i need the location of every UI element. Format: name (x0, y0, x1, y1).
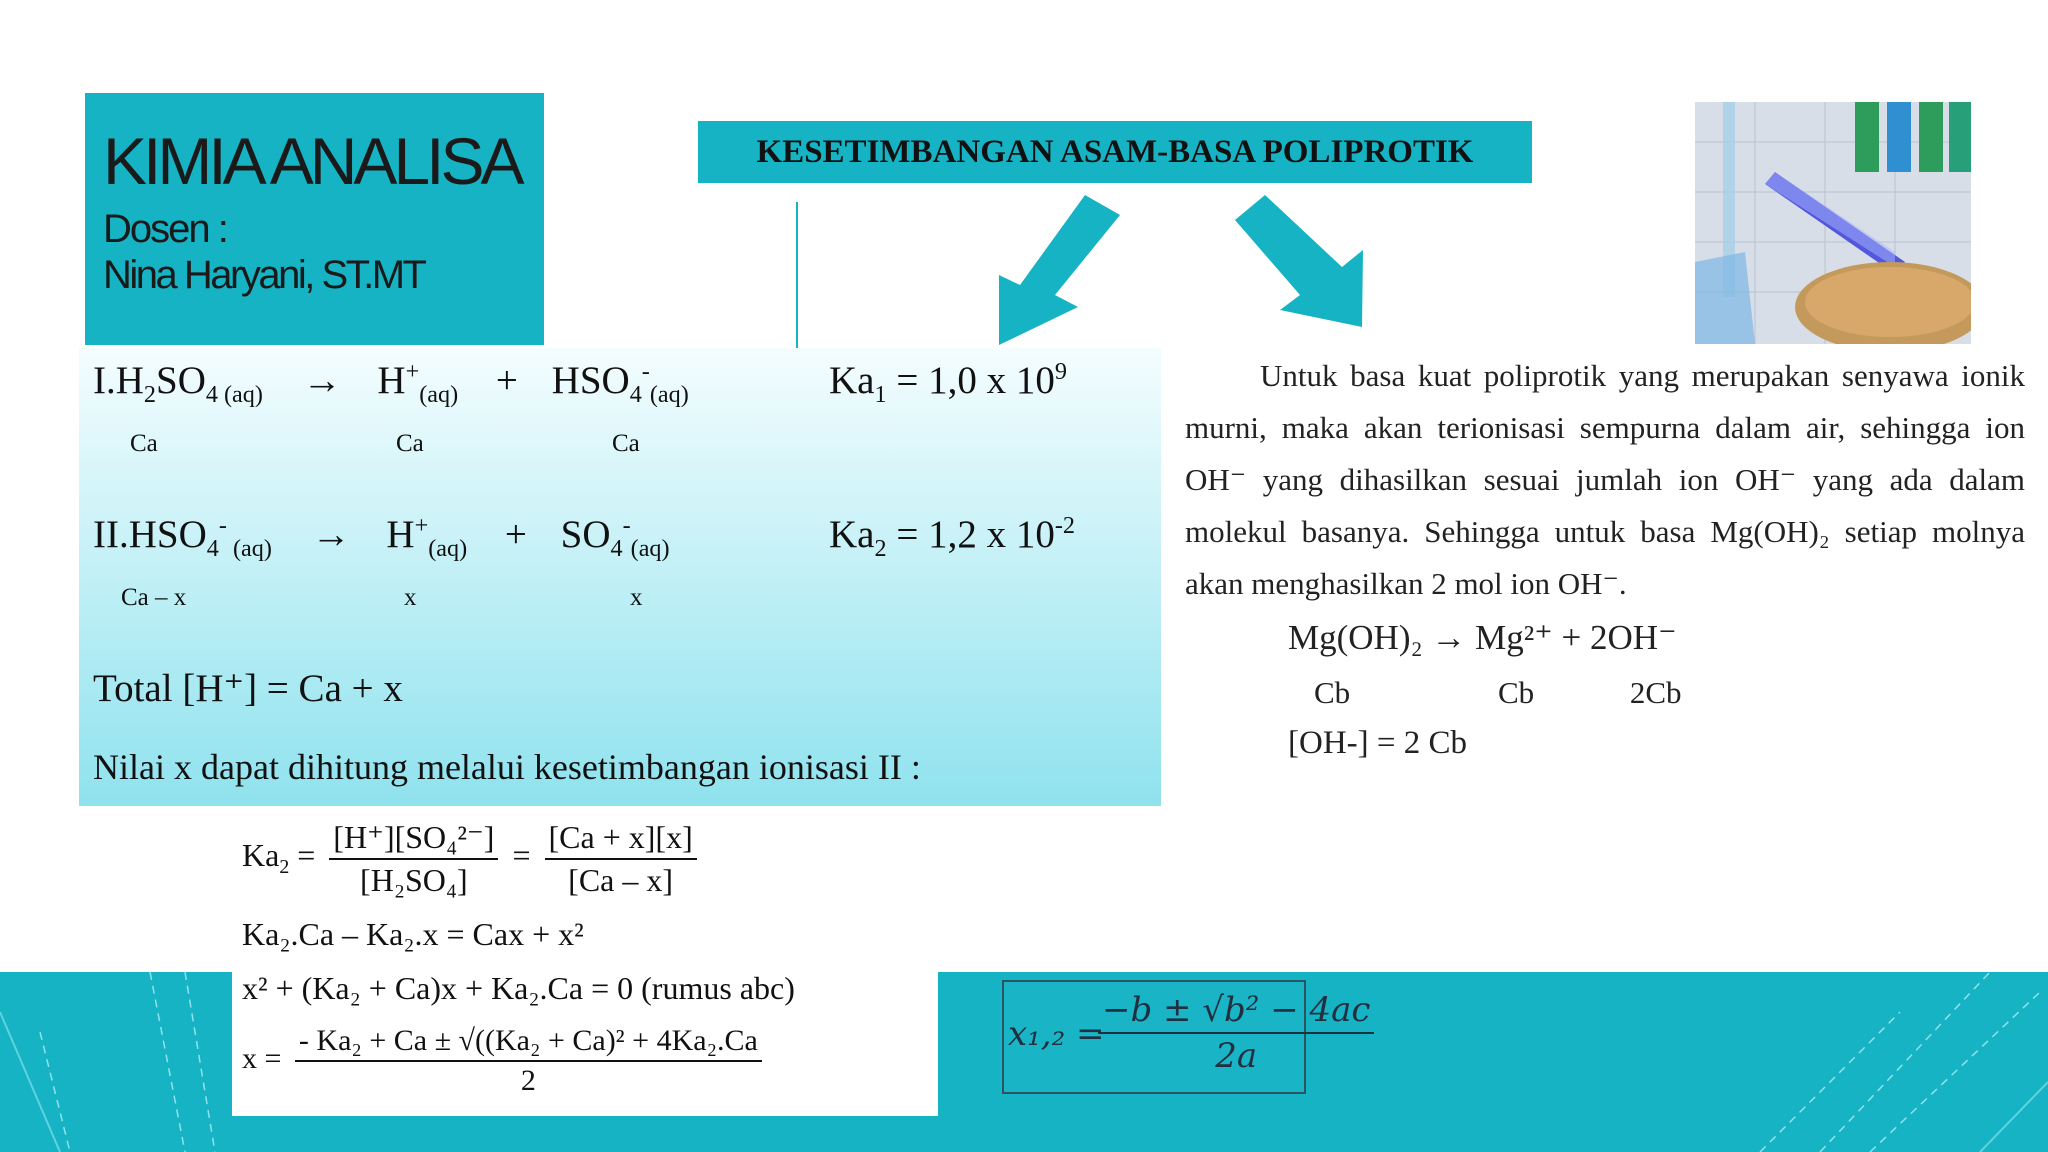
ka1-value: $Ka_1 = 1,0$ x $10^9$ (829, 358, 1067, 408)
plus-sign: + (504, 513, 527, 556)
derivation-line-3: x² + (Ka₂ + Ca)x + Ka₂.Ca = 0 (rumus abc) (242, 970, 795, 1006)
right-arrow-icon (1235, 195, 1363, 327)
oh-concentration: [OH-] = 2 Cb (1288, 725, 1468, 761)
conc-label: x (404, 584, 417, 611)
reaction-2-product-2: $SO_4^-_{(aq)}$ (560, 512, 670, 562)
reaction-1 (93, 358, 689, 409)
quadratic-formula-box (1002, 980, 1371, 1094)
total-h-line: Total [H⁺] = Ca + x (93, 667, 403, 710)
reaction-1-reactant: $H_2SO_{4 (aq)}$ (115, 359, 263, 408)
conc-label: Ca – x (121, 584, 187, 611)
topic-banner: KESETIMBANGAN ASAM-BASA POLIPROTIK (698, 121, 1532, 183)
abc-fraction (1092, 990, 1380, 1076)
connector-line (796, 202, 798, 350)
fraction-numerator: −b ± √b² − 4ac (1098, 990, 1374, 1034)
course-title: KIMIA ANALISA (103, 124, 521, 198)
conc-label: Cb (1497, 675, 1535, 710)
ka2-expression: $Ka_2$ = $\frac{\text{[H⁺][SO₄²⁻]}}{\text{[H₂SO₄]}}$ = $\frac{[Ca + x][x]}{[Ca - x]}$ (242, 818, 703, 899)
ka1-text: = 1,0 x 10 (886, 359, 1055, 402)
title-box (85, 93, 544, 345)
reaction-arrow-icon: → (311, 513, 351, 556)
reaction-2-reactant: $HSO_4^-$ $_{(aq)}$ (128, 512, 272, 562)
fraction-numerator: - Ka₂ + Ca ± √((Ka₂ + Ca)² + 4Ka₂.Ca (295, 1024, 762, 1062)
x-solution: x = $\frac{\text{- Ka₂ + Ca ± √((Ka₂ + Ca)² + 4Ka₂.Ca}}{2}$ (242, 1024, 768, 1098)
reaction-1-product-2: $HSO_4^-_{(aq)}$ (551, 358, 689, 408)
lecturer-label: Dosen : (103, 207, 227, 251)
fraction-denominator: 2 (520, 1064, 536, 1097)
reaction-1-numeral: I. (93, 359, 116, 402)
lecturer-name: Nina Haryani, ST.MT (103, 253, 425, 297)
equation-panel (79, 348, 1161, 806)
explanation-text (1185, 350, 2025, 610)
conc-label: Ca (130, 430, 158, 457)
conc-label: Cb (1314, 675, 1351, 710)
derivation-line-2: Ka₂.Ca – Ka₂.x = Cax + x² (242, 916, 584, 952)
mg-hydroxide-equation: Mg(OH)₂ → Mg²⁺ + 2OH⁻ (1288, 618, 1677, 657)
explanation-paragraph: Untuk basa kuat poliprotik yang merupakan senyawa ionik murni, maka akan terionisasi sempurna dalam air, sehingga ion OH⁻ yang dihasilkan sesuai jumlah ion OH⁻ yang ada dalam molekul basanya. Sehingga untuk basa Mg(OH)₂ setiap molnya akan menghasilkan 2 mol ion OH⁻. (1185, 358, 2025, 601)
reaction-1-product-1: $H^+_{(aq)}$ (377, 358, 459, 408)
ka2-exponent: -2 (1054, 512, 1075, 539)
reaction-2-numeral: II. (93, 513, 129, 556)
reaction-2 (93, 512, 670, 563)
fraction-denominator: [Ca – x] (568, 861, 674, 898)
ka1-exponent: 9 (1054, 358, 1067, 385)
conc-label: 2Cb (1629, 675, 1682, 710)
lab-photo (1695, 102, 1971, 344)
conc-label: Ca (396, 430, 424, 457)
ka2-value: $Ka_2 = 1,2$ x $10^{-2}$ (829, 512, 1075, 562)
conc-label: x (630, 584, 643, 611)
ka2-text: = 1,2 x 10 (886, 513, 1055, 556)
topic-arrows (990, 195, 1390, 345)
left-arrow-icon (999, 195, 1120, 345)
reaction-2-product-1: $H^+_{(aq)}$ (386, 512, 468, 562)
mg-equation-labels (1314, 675, 1682, 711)
note-line: Nilai x dapat dihitung melalui kesetimbangan ionisasi II : (93, 747, 921, 787)
abc-lhs: x₁,₂ = (1008, 1014, 1105, 1054)
reaction-arrow-icon: → (302, 359, 342, 402)
derivation-block (232, 810, 938, 1116)
fraction-numerator: [Ca + x][x] (545, 819, 697, 860)
fraction-numerator: [H⁺][SO₄²⁻] (329, 818, 498, 860)
fraction-denominator: 2a (1215, 1036, 1258, 1076)
fraction-denominator: [H₂SO₄] (360, 862, 468, 898)
conc-label: Ca (612, 430, 640, 457)
plus-sign: + (495, 359, 518, 402)
